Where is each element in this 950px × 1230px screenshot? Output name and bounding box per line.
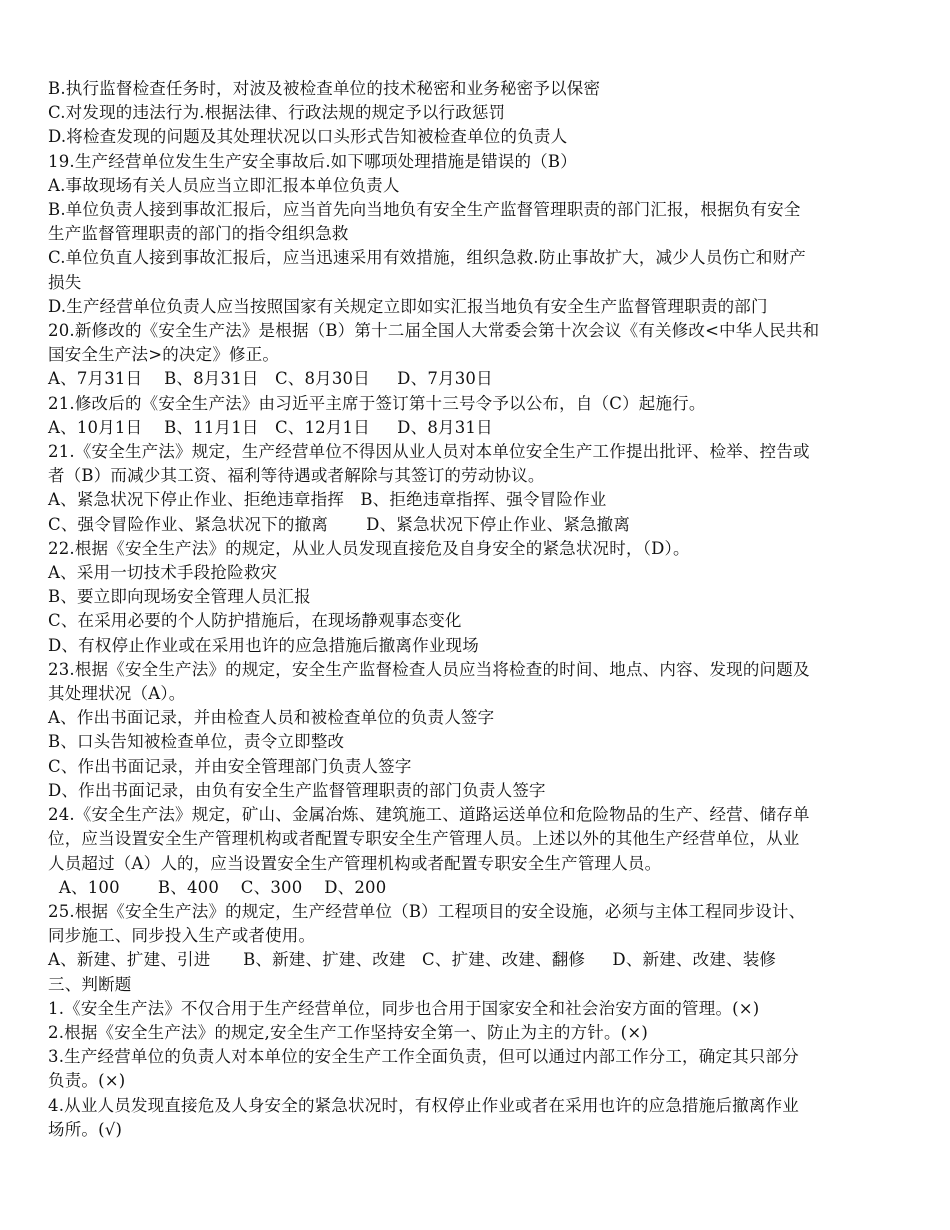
text-line: 人员超过（A）人的，应当设置安全生产管理机构或者配置专职安全生产管理人员。 bbox=[48, 853, 662, 873]
text-line: 同步施工、同步投入生产或者使用。 bbox=[48, 926, 316, 946]
text-line: 4.从业人员发现直接危及人身安全的紧急状况时，有权停止作业或者在采用也许的应急措施后撤离作业 bbox=[48, 1095, 799, 1115]
text-line: 生产监督管理职责的部门的指令组织急救 bbox=[48, 224, 349, 244]
text-line: 场所。(√) bbox=[48, 1119, 123, 1139]
text-line: 者（B）而减少其工资、福利等待遇或者解除与其签订的劳动协议。 bbox=[48, 466, 545, 486]
text-line: D、作出书面记录，由负有安全生产监督管理职责的部门负责人签字 bbox=[48, 780, 546, 800]
text-line: A、采用一切技术手段抢险救灾 bbox=[48, 563, 278, 583]
text-line: B.执行监督检查任务时，对波及被检查单位的技术秘密和业务秘密予以保密 bbox=[48, 79, 601, 98]
text-line: 24.《安全生产法》规定，矿山、金属冶炼、建筑施工、道路运送单位和危险物品的生产、经营、储存单 bbox=[48, 805, 810, 825]
text-line: 22.根据《安全生产法》的规定，从业人员发现直接危及自身安全的紧急状况时，（D）。 bbox=[48, 538, 690, 558]
text-line: D、有权停止作业或在采用也许的应急措施后撤离作业现场 bbox=[48, 635, 479, 655]
text-line: A、紧急状况下停止作业、拒绝违章指挥 B、拒绝违章指挥、强令冒险作业 bbox=[48, 490, 607, 510]
text-line: A、7月31日 B、8月31日 C、8月30日 D、7月30日 bbox=[48, 369, 493, 389]
text-line: C、在采用必要的个人防护措施后，在现场静观事态变化 bbox=[48, 611, 462, 631]
text-line: 23.根据《安全生产法》的规定，安全生产监督检查人员应当将检查的时间、地点、内容、发现的问题及 bbox=[48, 659, 810, 679]
text-line: 19.生产经营单位发生生产安全事故后.如下哪项处理措施是错误的（B） bbox=[48, 151, 577, 171]
text-line: 2.根据《安全生产法》的规定,安全生产工作坚持安全第一、防止为主的方针。(×) bbox=[48, 1022, 648, 1042]
text-line: 1.《安全生产法》不仅合用于生产经营单位，同步也合用于国家安全和社会治安方面的管理。(×) bbox=[48, 998, 760, 1018]
text-line: A、10月1日 B、11月1日 C、12月1日 D、8月31日 bbox=[48, 417, 493, 437]
text-line: 损失 bbox=[48, 272, 82, 292]
text-line: C.单位负直人接到事故汇报后，应当迅速采用有效措施，组织急救.防止事故扩大，减少人员伤亡和财产 bbox=[48, 248, 806, 268]
text-line: 负责。(×) bbox=[48, 1071, 126, 1091]
text-line: C.对发现的违法行为.根据法律、行政法规的规定予以行政惩罚 bbox=[48, 103, 506, 123]
text-line: D.生产经营单位负责人应当按照国家有关规定立即如实汇报当地负有安全生产监督管理职责的部门 bbox=[48, 296, 768, 316]
text-line: 25.根据《安全生产法》的规定，生产经营单位（B）工程项目的安全设施，必须与主体工程同步设计、 bbox=[48, 901, 806, 921]
text-line: 国安全生产法>的决定》修正。 bbox=[48, 345, 280, 365]
text-line: A.事故现场有关人员应当立即汇报本单位负责人 bbox=[48, 175, 400, 195]
text-line: C、强令冒险作业、紧急状况下的撤离 D、紧急状况下停止作业、紧急撤离 bbox=[48, 514, 631, 534]
text-line: 位，应当设置安全生产管理机构或者配置专职安全生产管理人员。上述以外的其他生产经营单位，从业 bbox=[48, 829, 800, 849]
text-line: 20.新修改的《安全生产法》是根据（B）第十二届全国人大常委会第十次会议《有关修改<中华人民共和 bbox=[48, 321, 820, 341]
text-line: B、要立即向现场安全管理人员汇报 bbox=[48, 587, 311, 607]
text-line: D.将检查发现的问题及其处理状况以口头形式告知被检查单位的负责人 bbox=[48, 127, 568, 147]
text-line: 21.《安全生产法》规定，生产经营单位不得因从业人员对本单位安全生产工作提出批评、检举、控告或 bbox=[48, 442, 810, 462]
text-line: B、口头告知被检查单位，责令立即整改 bbox=[48, 732, 345, 752]
document-body bbox=[48, 77, 908, 1142]
text-line: B.单位负责人接到事故汇报后，应当首先向当地负有安全生产监督管理职责的部门汇报，根据负有安全 bbox=[48, 200, 801, 220]
text-line: 21.修改后的《安全生产法》由习近平主席于签订第十三号令予以公布，自（C）起施行。 bbox=[48, 393, 706, 413]
text-line: A、100 B、400 C、300 D、200 bbox=[48, 877, 387, 897]
text-line: 三、判断题 bbox=[48, 974, 132, 994]
text-line: 其处理状况（A）。 bbox=[48, 684, 186, 704]
text-line: A、作出书面记录，并由检查人员和被检查单位的负责人签字 bbox=[48, 708, 495, 728]
text-line: C、作出书面记录，并由安全管理部门负责人签字 bbox=[48, 756, 412, 776]
text-line: A、新建、扩建、引进 B、新建、扩建、改建 C、扩建、改建、翻修 D、新建、改建、装修 bbox=[48, 950, 777, 970]
text-line: 3.生产经营单位的负责人对本单位的安全生产工作全面负责，但可以通过内部工作分工，确定其只部分 bbox=[48, 1047, 799, 1067]
